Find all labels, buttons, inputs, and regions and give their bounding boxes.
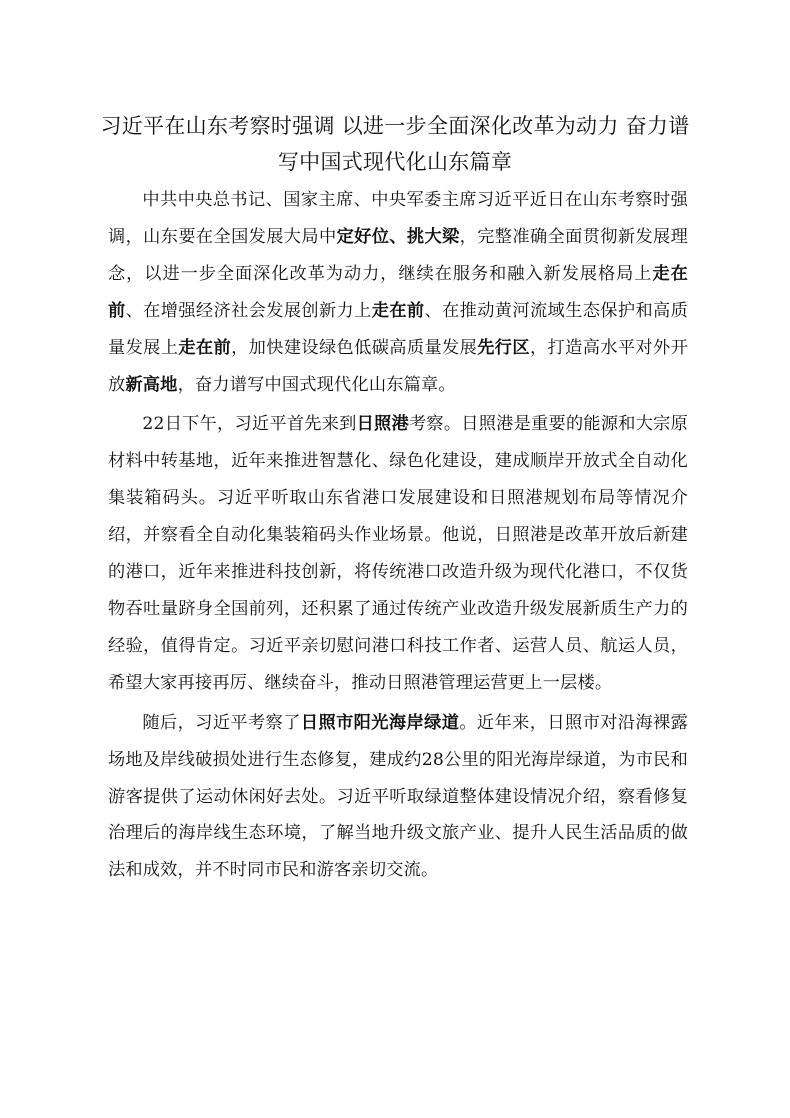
- paragraph-text: ，奋力谱写中国式现代化山东篇章。: [177, 374, 456, 395]
- article-paragraph: [108, 705, 688, 890]
- paragraph-text: 、在推动黄河流域生态保护和高质量发展上: [108, 300, 688, 358]
- article-paragraph: [108, 406, 688, 701]
- paragraph-text: 、在增强经济社会发展创新力上: [125, 300, 372, 321]
- emphasis-text: 走在前: [108, 263, 688, 321]
- article-paragraph: [108, 182, 688, 403]
- emphasis-text: 新高地: [125, 374, 178, 395]
- emphasis-text: 先行区: [477, 337, 530, 358]
- emphasis-text: 日照港: [356, 414, 409, 435]
- article-title: 习近平在山东考察时强调 以进一步全面深化改革为动力 奋力谱写中国式现代化山东篇章: [100, 114, 690, 174]
- emphasis-text: 定好位、挑大梁: [336, 226, 460, 247]
- paragraph-text: 考察。日照港是重要的能源和大宗原材料中转基地，近年来推进智慧化、绿色化建设，建成顺岸开放式全自动化集装箱码头。习近平听取山东省港口发展建设和日照港规划布局等情况介绍，并察看全自动化集装箱码头作业场景。他说，日照港是改革开放后新建的港口，近年来推进科技创新，将传统港口改造升级为现代化港口，不仅货物吞吐量跻身全国前列，还积累了通过传统产业改造升级发展新质生产力的经验，值得肯定。习近平亲切慰问港口科技工作者、运营人员、航运人员，希望大家再接再厉、继续奋斗，推动日照港管理运营更上一层楼。: [108, 414, 688, 693]
- paragraph-text: ，完整准确全面贯彻新发展理念，以进一步全面深化改革为动力，继续在服务和融入新发展格局上: [108, 226, 688, 284]
- paragraph-text: ，加快建设绿色低碳高质量发展: [231, 337, 478, 358]
- emphasis-text: 走在前: [371, 300, 425, 321]
- article-body: [108, 182, 688, 892]
- emphasis-text: 走在前: [178, 337, 232, 358]
- paragraph-text: 随后，习近平考察了: [142, 712, 301, 733]
- emphasis-text: 日照市阳光海岸绿道: [300, 712, 460, 733]
- paragraph-text: 。近年来，日照市对沿海裸露场地及岸线破损处进行生态修复，建成约28公里的阳光海岸绿道，为市民和游客提供了运动休闲好去处。习近平听取绿道整体建设情况介绍，察看修复治理后的海岸线生态环境，了解当地升级文旅产业、提升人民生活品质的做法和成效，并不时同市民和游客亲切交流。: [108, 712, 688, 881]
- paragraph-text: ，打造高水平对外开放: [108, 337, 688, 395]
- paragraph-text: 中共中央总书记、国家主席、中央军委主席习近平近日在山东考察时强调，山东要在全国发展大局中: [108, 190, 688, 247]
- paragraph-text: 22日下午，习近平首先来到: [142, 414, 357, 435]
